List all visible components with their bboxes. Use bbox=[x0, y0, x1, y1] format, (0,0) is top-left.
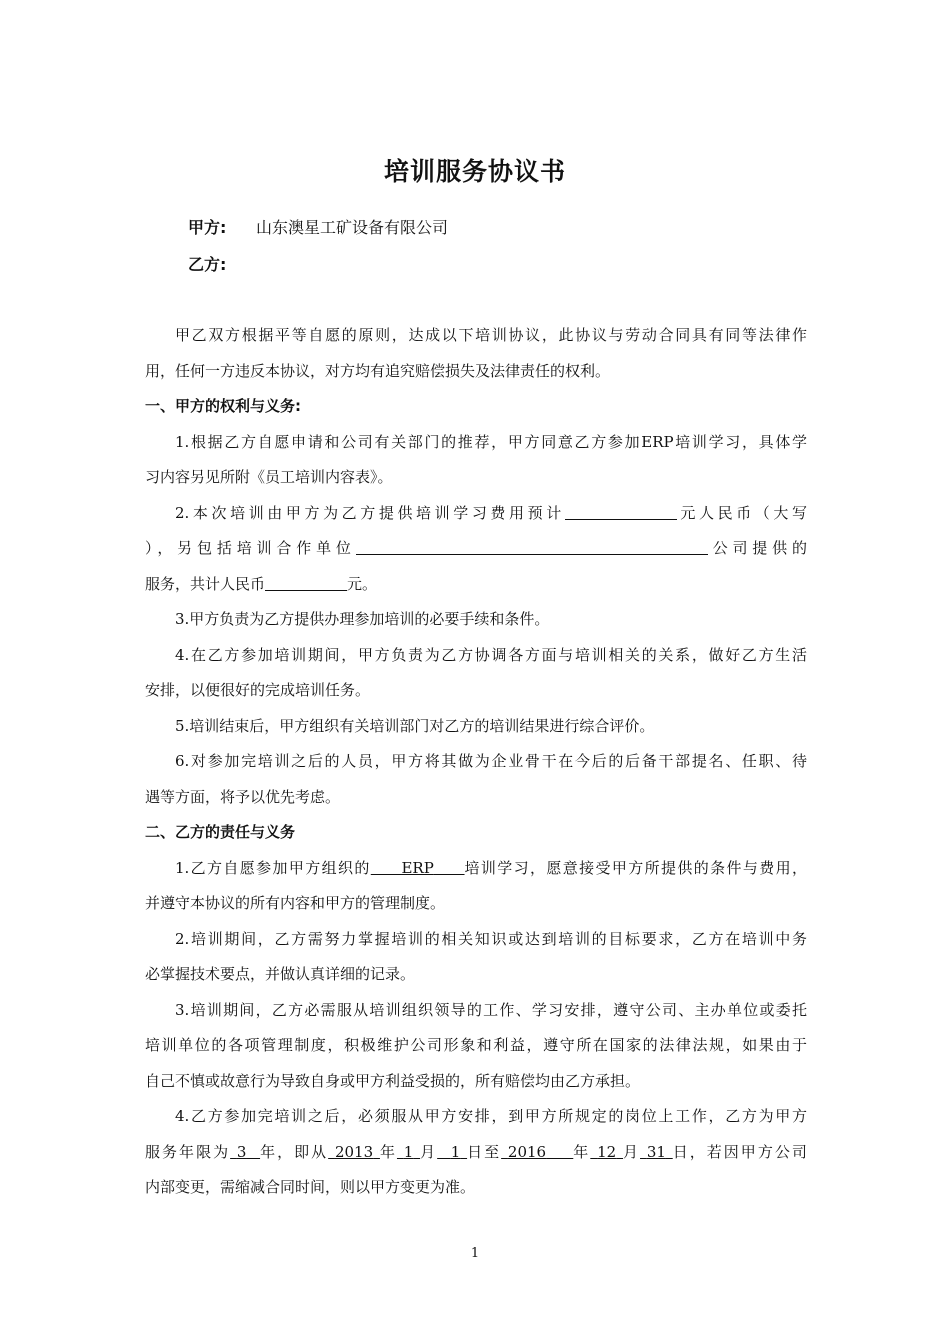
s2-item-3-line-2: 培训单位的各项管理制度，积极维护公司形象和利益，遵守所在国家的法律法规，如果由于 bbox=[145, 1036, 807, 1054]
end-year-field bbox=[501, 1143, 573, 1161]
service-term-label: 服务年限为 bbox=[145, 1142, 231, 1161]
end-day-value: 31 bbox=[646, 1142, 666, 1161]
party-a-label: 甲方: bbox=[188, 218, 227, 237]
party-b-line bbox=[188, 251, 256, 279]
end-month-value: 12 bbox=[597, 1142, 617, 1161]
end-year-value: 2016 bbox=[507, 1142, 547, 1161]
s1-item-6-line-1: 6.对参加完培训之后的人员，甲方将其做为企业骨干在今后的后备干部提名、任职、待 bbox=[175, 752, 807, 770]
fee-estimate-blank bbox=[565, 504, 677, 520]
s2-item-1-text-b: 培训学习，愿意接受甲方所提供的条件与费用， bbox=[464, 858, 807, 877]
s1-item-2-text-a: 2.本次培训由甲方为乙方提供培训学习费用预计 bbox=[175, 503, 565, 522]
s2-item-2-line-2: 必掌握技术要点，并做认真详细的记录。 bbox=[145, 965, 416, 983]
s1-item-1-line-1: 1.根据乙方自愿申请和公司有关部门的推荐，甲方同意乙方参加ERP培训学习，具体学 bbox=[175, 432, 807, 451]
s1-item-2-text-d: 公司提供的 bbox=[707, 539, 807, 557]
s1-item-4-line-2: 安排，以便很好的完成培训任务。 bbox=[145, 681, 371, 699]
s1-item-2-text-e: 服务，共计人民币 bbox=[145, 574, 266, 593]
start-month-value: 1 bbox=[403, 1142, 414, 1161]
page-number: 1 bbox=[470, 1246, 480, 1261]
start-month-field bbox=[397, 1143, 420, 1161]
intro-line-2: 用，任何一方违反本协议，对方均有追究赔偿损失及法律责任的权利。 bbox=[145, 361, 611, 380]
section-1-heading: 一、甲方的权利与义务: bbox=[145, 397, 301, 415]
text-nian: 年 bbox=[379, 1142, 397, 1161]
start-year-value: 2013 bbox=[334, 1142, 374, 1161]
s1-item-3: 3.甲方负责为乙方提供办理参加培训的必要手续和条件。 bbox=[175, 610, 550, 628]
start-day-field bbox=[437, 1143, 467, 1161]
text-year-from: 年，即从 bbox=[260, 1142, 329, 1161]
service-years-value: 3 bbox=[236, 1142, 247, 1161]
text-yue-2: 月 bbox=[623, 1142, 641, 1161]
text-ri-zhi: 日至 bbox=[467, 1142, 502, 1161]
s2-item-1-line-1 bbox=[145, 851, 807, 887]
s2-item-3-line-3: 自己不慎或故意行为导致自身或甲方利益受损的，所有赔偿均由乙方承担。 bbox=[145, 1071, 641, 1090]
total-amount-blank bbox=[265, 575, 347, 591]
document-title: 培训服务协议书 bbox=[383, 157, 566, 186]
section-2-heading: 二、乙方的责任与义务 bbox=[145, 823, 296, 841]
s1-item-2-line-3 bbox=[145, 567, 807, 603]
s1-item-4-line-1: 4.在乙方参加培训期间，甲方负责为乙方协调各方面与培训相关的关系，做好乙方生活 bbox=[175, 645, 807, 664]
s1-item-6-line-2: 遇等方面，将予以优先考虑。 bbox=[145, 787, 341, 806]
intro-line-1: 甲乙双方根据平等自愿的原则，达成以下培训协议，此协议与劳动合同具有同等法律作 bbox=[175, 326, 807, 344]
start-year-field bbox=[328, 1143, 380, 1161]
s1-item-2-text-b: 元人民币（大写 bbox=[676, 503, 807, 522]
s1-item-5: 5.培训结束后，甲方组织有关培训部门对乙方的培训结果进行综合评价。 bbox=[175, 716, 655, 735]
s1-item-1-line-2: 习内容另见所附《员工培训内容表》。 bbox=[145, 468, 393, 486]
training-program-field bbox=[371, 859, 465, 877]
s1-item-2-line-1 bbox=[145, 496, 807, 532]
service-years-field bbox=[230, 1143, 260, 1161]
training-program-value: ERP bbox=[401, 858, 434, 877]
partner-unit-blank bbox=[356, 539, 708, 555]
s1-item-2-line-2 bbox=[145, 531, 807, 567]
text-yue: 月 bbox=[420, 1142, 438, 1161]
s2-item-2-line-1: 2.培训期间，乙方需努力掌握培训的相关知识或达到培训的目标要求，乙方在培训中务 bbox=[175, 929, 807, 948]
s2-item-4-line-3: 内部变更，需缩减合同时间，则以甲方变更为准。 bbox=[145, 1178, 476, 1196]
end-day-field bbox=[640, 1143, 673, 1161]
s1-item-2-text-c: ），另包括培训合作单位 bbox=[145, 539, 356, 557]
s2-item-1-text-a: 1.乙方自愿参加甲方组织的 bbox=[175, 858, 371, 877]
party-b-label: 乙方: bbox=[188, 255, 227, 274]
s2-item-3-line-1: 3.培训期间，乙方必需服从培训组织领导的工作、学习安排，遵守公司、主办单位或委托 bbox=[175, 1000, 807, 1019]
s2-item-4-line-1: 4.乙方参加完培训之后，必须服从甲方安排，到甲方所规定的岗位上工作，乙方为甲方 bbox=[175, 1107, 807, 1125]
party-a-line bbox=[188, 214, 448, 242]
text-nian-2: 年 bbox=[573, 1142, 591, 1161]
party-a-value: 山东澳星工矿设备有限公司 bbox=[256, 218, 449, 237]
agreement-body bbox=[145, 318, 807, 1206]
s2-item-4-line-2 bbox=[145, 1135, 807, 1171]
text-tail: 日，若因甲方公司 bbox=[672, 1142, 807, 1161]
s1-item-2-text-f: 元。 bbox=[347, 574, 378, 593]
s2-item-1-line-2: 并遵守本协议的所有内容和甲方的管理制度。 bbox=[145, 894, 446, 912]
start-day-value: 1 bbox=[450, 1142, 461, 1161]
end-month-field bbox=[590, 1143, 623, 1161]
